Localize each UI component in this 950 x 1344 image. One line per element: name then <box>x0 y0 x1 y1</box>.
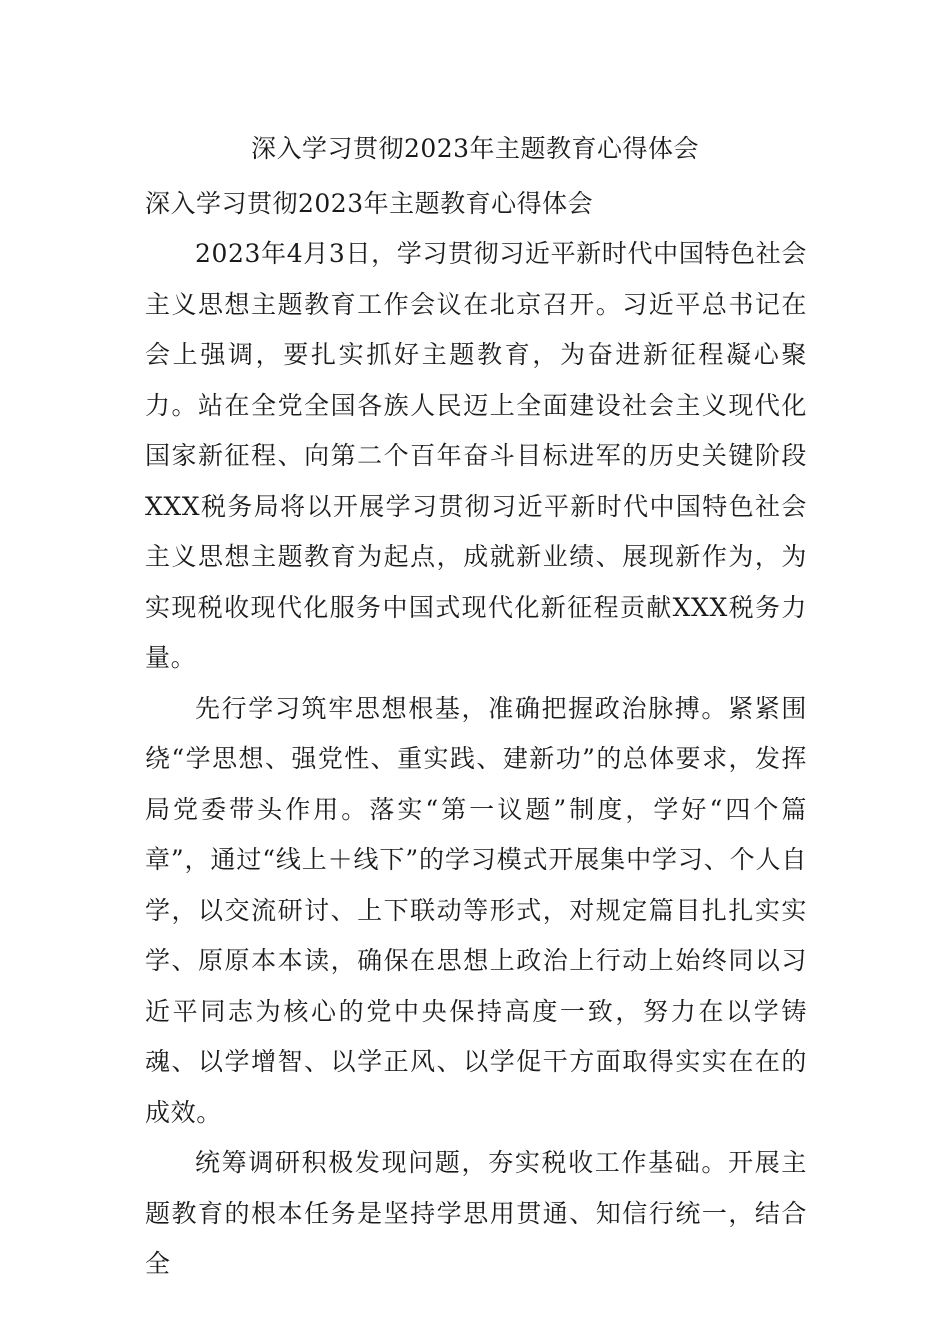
paragraph-1: 2023年4月3日，学习贯彻习近平新时代中国特色社会主义思想主题教育工作会议在北京召开。习近平总书记在会上强调，要扎实抓好主题教育，为奋进新征程凝心聚力。站在全党全国各族人民迈上全面建设社会主义现代化国家新征程、向第二个百年奋斗目标进军的历史关键阶段XXX税务局将以开展学习贯彻习近平新时代中国特色社会主义思想主题教育为起点，成就新业绩、展现新作为，为实现税收现代化服务中国式现代化新征程贡献XXX税务力量。 <box>145 239 807 672</box>
paragraph-3: 统筹调研积极发现问题，夯实税收工作基础。开展主题教育的根本任务是坚持学思用贯通、知信行统一，结合全 <box>145 1148 807 1278</box>
document-body <box>145 179 807 1290</box>
document-title: 深入学习贯彻2023年主题教育心得体会 <box>250 134 700 163</box>
document-subtitle: 深入学习贯彻2023年主题教育心得体会 <box>145 189 594 218</box>
paragraph-2: 先行学习筑牢思想根基，准确把握政治脉搏。紧紧围绕“学思想、强党性、重实践、建新功”的总体要求，发挥局党委带头作用。落实“第一议题”制度，学好“四个篇章”，通过“线上＋线下”的学习模式开展集中学习、个人自学，以交流研讨、上下联动等形式，对规定篇目扎扎实实学、原原本本读，确保在思想上政治上行动上始终同以习近平同志为核心的党中央保持高度一致，努力在以学铸魂、以学增智、以学正风、以学促干方面取得实实在在的成效。 <box>145 693 807 1127</box>
